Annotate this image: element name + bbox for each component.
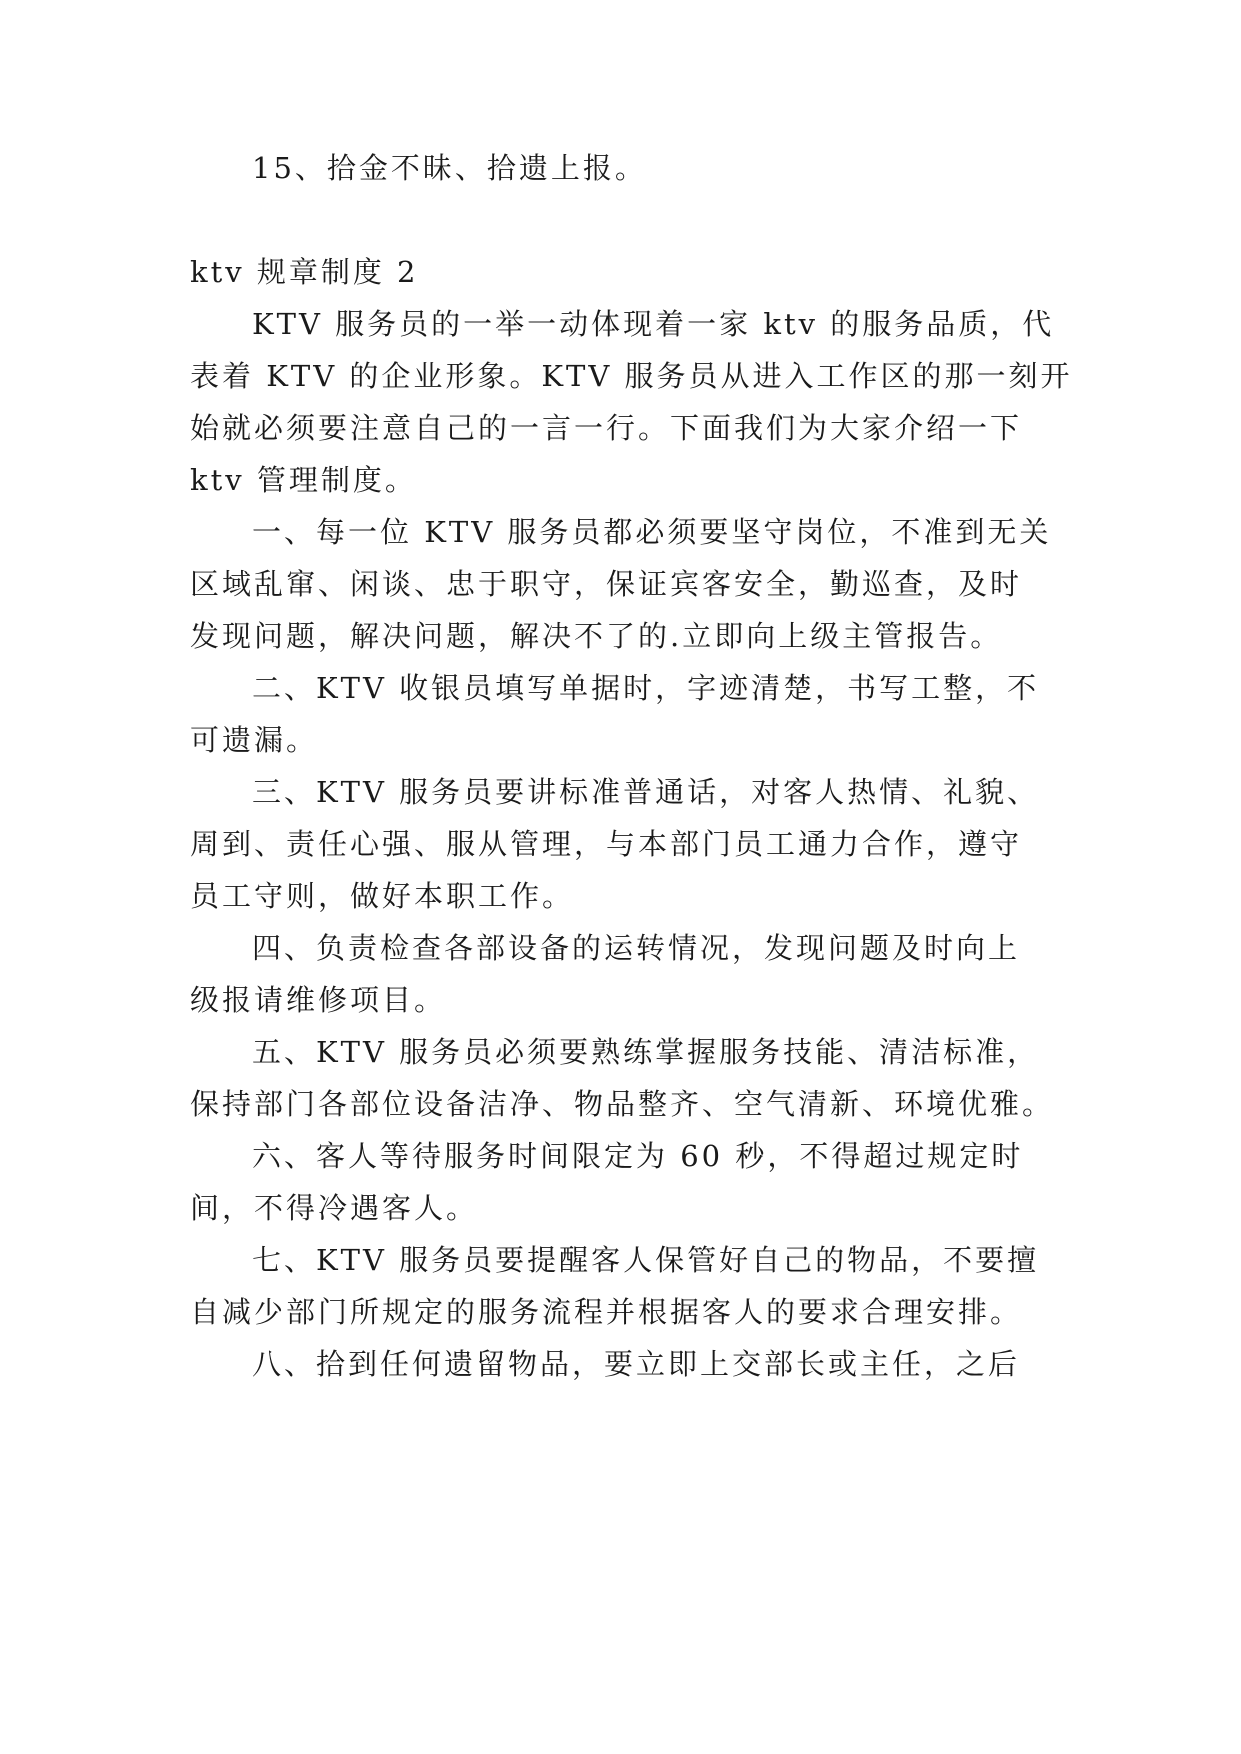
rule-3-line-1: 三、KTV 服务员要讲标准普通话，对客人热情、礼貌、	[252, 775, 1040, 809]
rule-3-line-2: 周到、责任心强、服从管理，与本部门员工通力合作，遵守	[190, 827, 1023, 861]
intro-line-1: KTV 服务员的一举一动体现着一家 ktv 的服务品质，代	[252, 307, 1055, 341]
rule-6-line-2: 间，不得冷遇客人。	[190, 1191, 479, 1225]
rule-15-text: 15、拾金不昧、拾遗上报。	[252, 151, 647, 185]
rule-8-line-1: 八、拾到任何遗留物品，要立即上交部长或主任，之后	[252, 1347, 1021, 1381]
rule-1-line-2: 区域乱窜、闲谈、忠于职守，保证宾客安全，勤巡查，及时	[190, 567, 1023, 601]
rule-1-line-3: 发现问题，解决问题，解决不了的.立即向上级主管报告。	[190, 619, 1003, 653]
intro-line-3: 始就必须要注意自己的一言一行。下面我们为大家介绍一下	[190, 411, 1023, 445]
rule-4-line-1: 四、负责检查各部设备的运转情况，发现问题及时向上	[252, 931, 1021, 965]
rule-5-line-2: 保持部门各部位设备洁净、物品整齐、空气清新、环境优雅。	[190, 1087, 1055, 1121]
rule-7-line-1: 七、KTV 服务员要提醒客人保管好自己的物品，不要擅	[252, 1243, 1040, 1277]
rule-5-line-1: 五、KTV 服务员必须要熟练掌握服务技能、清洁标准，	[252, 1035, 1040, 1069]
section-heading: ktv 规章制度 2	[190, 255, 419, 289]
intro-line-2: 表着 KTV 的企业形象。KTV 服务员从进入工作区的那一刻开	[190, 359, 1073, 393]
rule-1-line-1: 一、每一位 KTV 服务员都必须要坚守岗位，不准到无关	[252, 515, 1052, 549]
rule-4-line-2: 级报请维修项目。	[190, 983, 447, 1017]
rule-3-line-3: 员工守则，做好本职工作。	[190, 879, 575, 913]
intro-line-4: ktv 管理制度。	[190, 463, 417, 497]
rule-7-line-2: 自减少部门所规定的服务流程并根据客人的要求合理安排。	[190, 1295, 1023, 1329]
rule-6-line-1: 六、客人等待服务时间限定为 60 秒，不得超过规定时	[252, 1139, 1024, 1173]
rule-2-line-1: 二、KTV 收银员填写单据时，字迹清楚，书写工整，不	[252, 671, 1040, 705]
rule-2-line-2: 可遗漏。	[190, 723, 319, 757]
